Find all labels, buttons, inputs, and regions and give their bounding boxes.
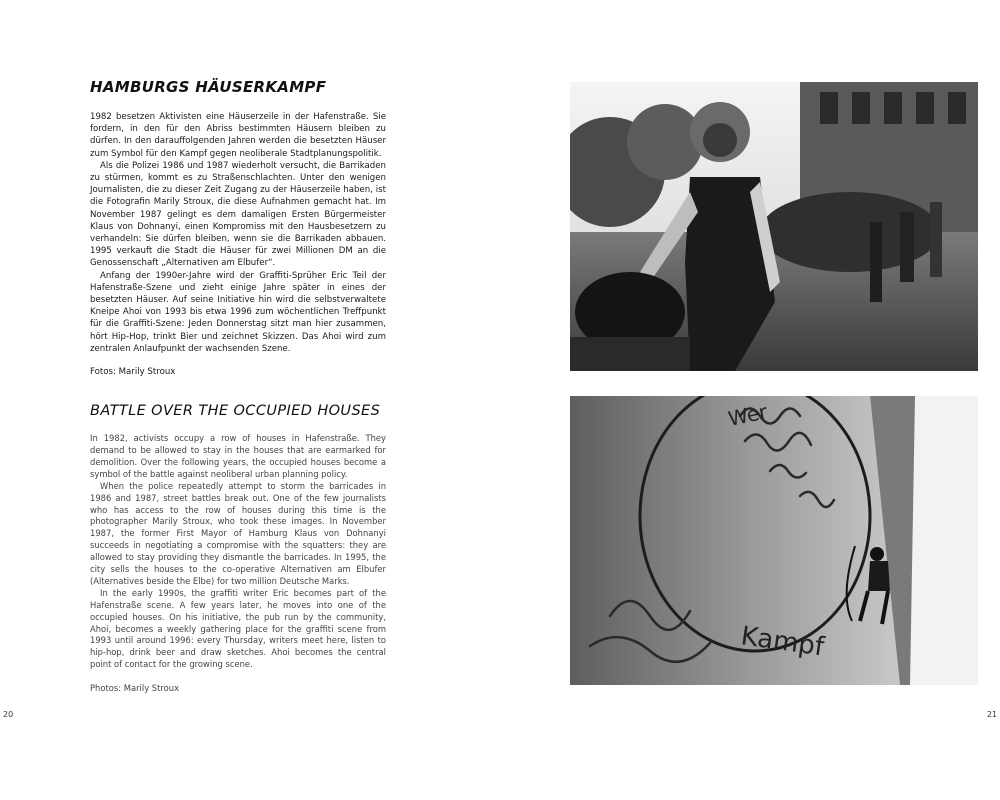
english-heading: BATTLE OVER THE OCCUPIED HOUSES <box>90 403 381 420</box>
graffiti-wall-image <box>570 396 978 685</box>
street-battle-image <box>570 82 978 371</box>
wall-graffiti-text: Wer <box>726 399 770 431</box>
german-paragraph: Anfang der 1990er-Jahre wird der Graffiti-Sprüher Eric Teil der Hafenstraße-Szene und zieht einige Jahre später in eines der besetzten Häuser. Auf seine Initiative hin wird die selbstverwaltete Kneipe Ahoi von 1993 bis etwa 1996 zum wöchentlichen Treffpunkt für die Graffiti-Szene: Jeden Donnerstag sitzt man hier zusammen, hört Hip-Hop, trinkt Bier und zeichnet Skizzen. Das Ahoi wird zum zentralen Anlaufpunkt der wachsenden Szene. <box>90 270 386 354</box>
english-paragraph: When the police repeatedly attempt to storm the barricades in 1986 and 1987, street battles break out. One of the few journalists who has access to the row of houses during this time is the photographer Marily Stroux, who took these images. In November 1987, the former First Mayor of Hamburg Klaus von Dohnanyi succeeds in negotiating a compromise with the squatters: they are allowed to stay providing they dismantle the barricades. In 1995, the city sells the houses to the co-operative Alternativen am Elbufer (Alternatives beside the Elbe) for two million Deutsche Marks. <box>90 480 386 586</box>
english-paragraph: In the early 1990s, the graffiti writer Eric becomes part of the Hafenstraße scene. A few years later, he moves into one of the occupied houses. On his initiative, the pub run by the community, Ahoi, becomes a weekly gathering place for the graffiti scene from 1993 until around 1996: every Thursday, writers meet here, listen to hip-hop, drink beer and draw sketches. Ahoi becomes the central point of contact for the growing scene. <box>90 587 386 670</box>
wall-graffiti-text: Kampf <box>739 621 826 663</box>
text-column <box>90 78 386 693</box>
english-body <box>90 433 386 671</box>
street-battle-photo <box>570 82 978 371</box>
page-number-right: 21 <box>986 710 997 719</box>
graffiti-wall-photo <box>570 396 978 685</box>
german-body <box>90 111 386 355</box>
german-paragraph: 1982 besetzen Aktivisten eine Häuserzeile in der Hafenstraße. Sie fordern, in den für den Abriss bestimmten Häusern bleiben zu dürfen. In den darauffolgenden Jahren werden die besetzten Häuser zum Symbol für den Kampf gegen neoliberale Stadtplanungspolitik. <box>90 112 386 159</box>
german-paragraph: Als die Polizei 1986 und 1987 wiederholt versucht, die Barrikaden zu stürmen, kommt es zu Straßenschlachten. Unter den wenigen Journalisten, die zu dieser Zeit Zugang zu der Häuserzeile haben, ist die Fotografin Marily Stroux, die diese Aufnahmen gemacht hat. Im November 1987 gelingt es dem damaligen Ersten Bürgermeister Klaus von Dohnanyi, einen Kompromiss mit den Hausbesetzern zu verhandeln: Sie dürfen bleiben, wenn sie die Barrikaden abbauen. 1995 verkauft die Stadt die Häuser für zwei Millionen DM an die Genossenschaft „Alternativen am Elbufer“. <box>90 160 386 269</box>
english-photo-credit: Photos: Marily Stroux <box>90 683 180 694</box>
english-paragraph: In 1982, activists occupy a row of houses in Hafenstraße. They demand to be allowed to stay in the houses that are earmarked for demolition. Over the following years, the occupied houses become a symbol of the battle against neoliberal urban planning policy. <box>90 433 386 479</box>
page-number-left: 20 <box>3 710 14 719</box>
german-heading: HAMBURGS HÄUSERKAMPF <box>90 78 327 96</box>
german-photo-credit: Fotos: Marily Stroux <box>90 367 176 378</box>
